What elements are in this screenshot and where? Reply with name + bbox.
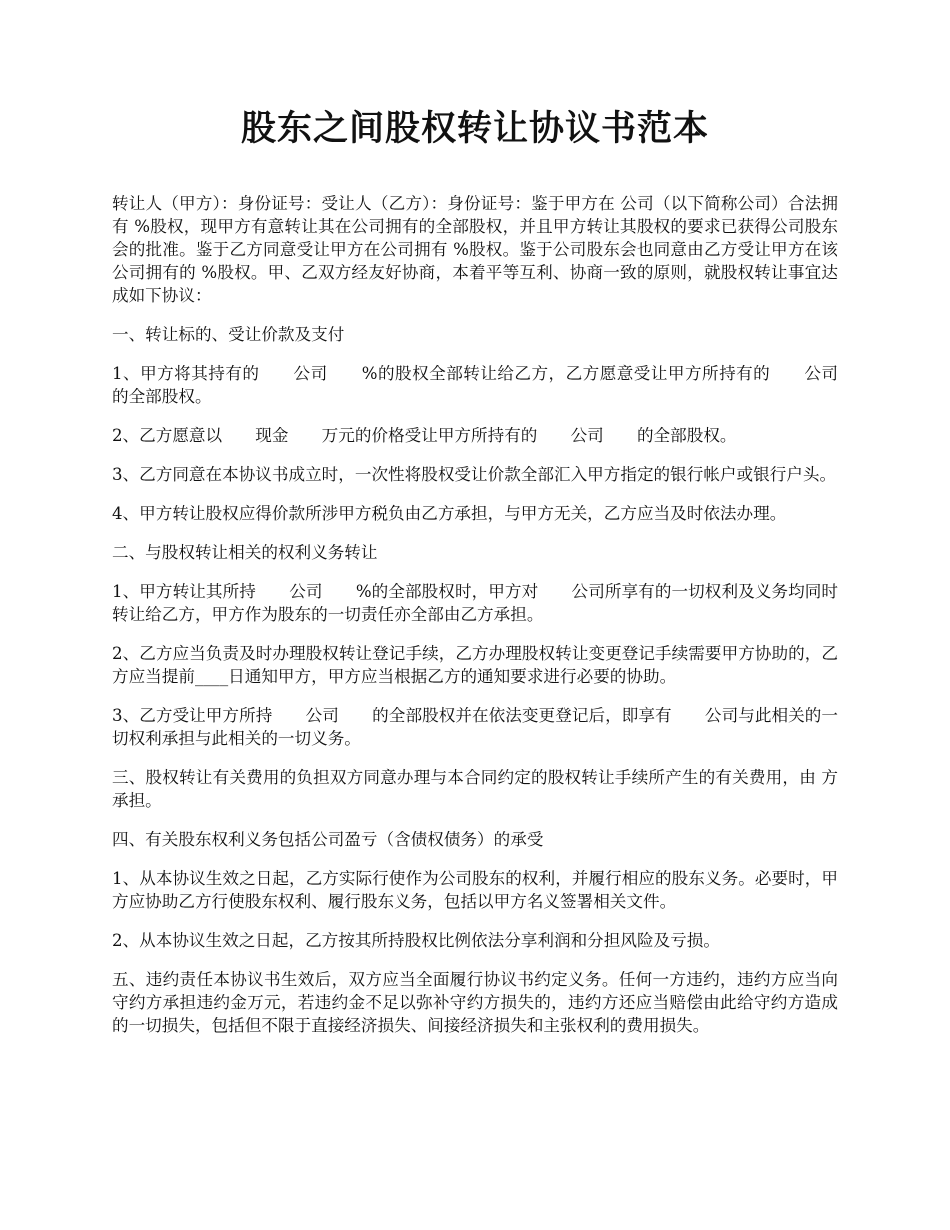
clause-2-1: 1、甲方转让其所持 公司 %的全部股权时，甲方对 公司所享有的一切权利及义务均同时转让给乙方，甲方作为股东的一切责任亦全部由乙方承担。: [112, 582, 838, 624]
clause-1-4: 4、甲方转让股权应得价款所涉甲方税负由乙方承担，与甲方无关，乙方应当及时依法办理。: [112, 504, 787, 523]
document-page: [112, 104, 872, 1053]
paragraph-preamble: 转让人（甲方）：身份证号：受让人（乙方）：身份证号：鉴于甲方在 公司（以下简称公司）合法拥有 %股权，现甲方有意转让其在公司拥有的全部股权，并且甲方转让其股权的要求已获得公司股东会的批准。鉴于乙方同意受让甲方在公司拥有 %股权。鉴于公司股东会也同意由乙方受让甲方在该公司拥有的 %股权。甲、乙双方经友好协商，本着平等互利、协商一致的原则，就股权转让事宜达成如下协议：: [112, 194, 838, 305]
clause-4-2: 2、从本协议生效之日起，乙方按其所持股权比例依法分享利润和分担风险及亏损。: [112, 931, 720, 950]
section-heading-2: 二、与股权转让相关的权利义务转让: [112, 543, 378, 562]
clause-1-3: 3、乙方同意在本协议书成立时，一次性将股权受让价款全部汇入甲方指定的银行帐户或银行户头。: [112, 465, 837, 484]
section-3-fees: 三、股权转让有关费用的负担双方同意办理与本合同约定的股权转让手续所产生的有关费用，由 方承担。: [112, 768, 838, 810]
clause-1-2: 2、乙方愿意以 现金 万元的价格受让甲方所持有的 公司 的全部股权。: [112, 426, 737, 445]
clause-4-1: 1、从本协议生效之日起，乙方实际行使作为公司股东的权利，并履行相应的股东义务。必要时，甲方应协助乙方行使股东权利、履行股东义务，包括以甲方名义签署相关文件。: [112, 869, 838, 911]
section-5-liability: 五、违约责任本协议书生效后，双方应当全面履行协议书约定义务。任何一方违约，违约方应当向守约方承担违约金万元，若违约金不足以弥补守约方损失的，违约方还应当赔偿由此给守约方造成的一切损失，包括但不限于直接经济损失、间接经济损失和主张权利的费用损失。: [112, 970, 838, 1035]
clause-1-1: 1、甲方将其持有的 公司 %的股权全部转让给乙方，乙方愿意受让甲方所持有的 公司 的全部股权。: [112, 364, 872, 406]
clause-2-3: 3、乙方受让甲方所持 公司 的全部股权并在依法变更登记后，即享有 公司与此相关的一切权利承担与此相关的一切义务。: [112, 706, 838, 748]
section-heading-4: 四、有关股东权利义务包括公司盈亏（含债权债务）的承受: [112, 830, 544, 849]
document-title: 股东之间股权转让协议书范本: [240, 108, 709, 149]
clause-2-2: 2、乙方应当负责及时办理股权转让登记手续，乙方办理股权转让变更登记手续需要甲方协助的，乙方应当提前____日通知甲方，甲方应当根据乙方的通知要求进行必要的协助。: [112, 644, 838, 686]
section-heading-1: 一、转让标的、受让价款及支付: [112, 325, 345, 344]
